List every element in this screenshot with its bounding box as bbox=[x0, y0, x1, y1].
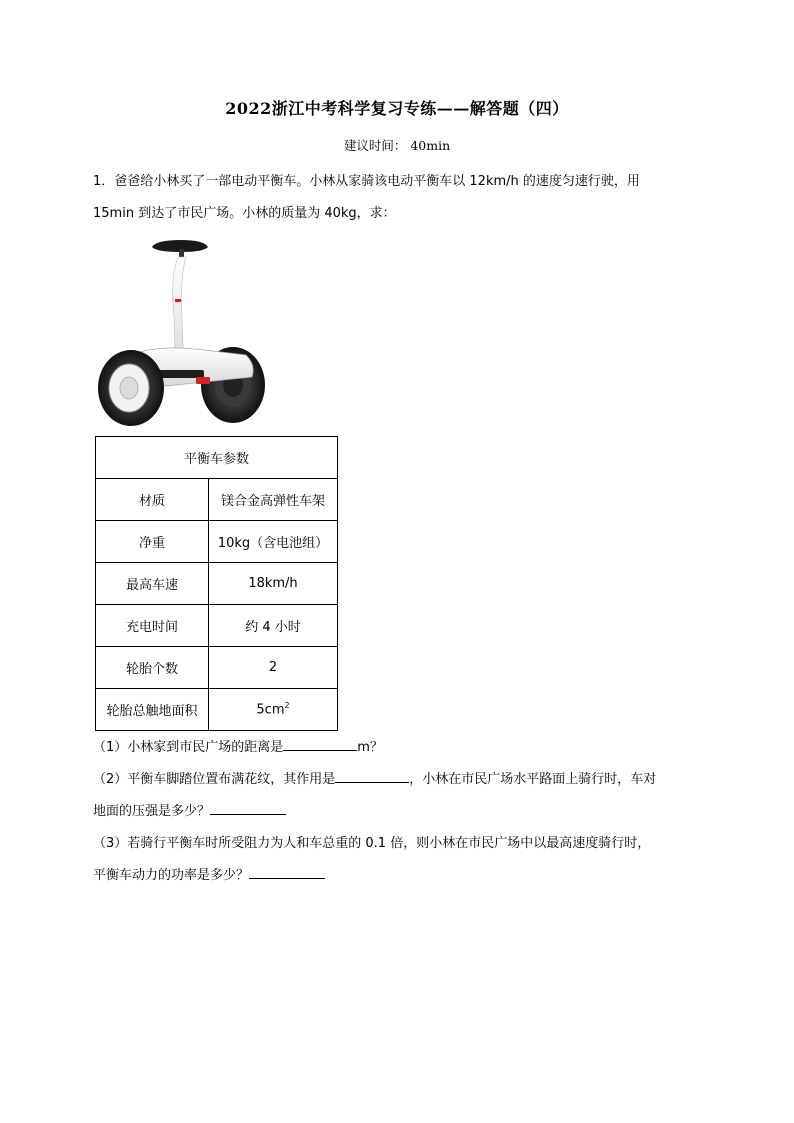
q3-answer-blank[interactable] bbox=[249, 863, 325, 879]
param-label: 轮胎个数 bbox=[96, 647, 209, 689]
q2-text: （2）平衡车脚踏位置布满花纹，其作用是 bbox=[93, 772, 336, 787]
table-row bbox=[96, 605, 338, 647]
suggested-time: 建议时间： 40min bbox=[343, 138, 451, 153]
area-unit-exponent: 2 bbox=[284, 701, 290, 711]
table-row bbox=[96, 521, 338, 563]
param-value: 18km/h bbox=[209, 563, 338, 605]
param-label: 最高车速 bbox=[96, 563, 209, 605]
question-stem-line-2: 15min 到达了市民广场。小林的质量为 40kg，求： bbox=[93, 206, 396, 221]
param-label: 净重 bbox=[96, 521, 209, 563]
q3-text-line-2: 平衡车动力的功率是多少？ bbox=[93, 868, 250, 883]
table-row bbox=[96, 563, 338, 605]
q1-answer-blank[interactable] bbox=[283, 735, 357, 751]
parameter-table bbox=[95, 436, 338, 731]
table-header-cell: 平衡车参数 bbox=[96, 437, 338, 479]
table-row bbox=[96, 647, 338, 689]
area-value: 5cm bbox=[256, 702, 285, 718]
q2-answer-blank-1[interactable] bbox=[335, 767, 409, 783]
question-stem-line-1: 1．爸爸给小林买了一部电动平衡车。小林从家骑该电动平衡车以 12km/h 的速度匀速行驶，用 bbox=[93, 174, 640, 189]
balance-scooter-image bbox=[96, 237, 271, 427]
q1-suffix: m？ bbox=[357, 740, 383, 755]
param-label: 充电时间 bbox=[96, 605, 209, 647]
q1-text: （1）小林家到市民广场的距离是 bbox=[93, 740, 284, 755]
table-row bbox=[96, 479, 338, 521]
subquestion-3-line-1: （3）若骑行平衡车时所受阻力为人和车总重的 0.1 倍，则小林在市民广场中以最高速度骑行时， bbox=[93, 836, 651, 851]
q2-text-line-2: 地面的压强是多少？ bbox=[93, 804, 211, 819]
subquestion-1 bbox=[93, 732, 713, 764]
param-value: 约 4 小时 bbox=[209, 605, 338, 647]
page-title: 2022浙江中考科学复习专练——解答题（四） bbox=[225, 99, 569, 118]
subquestion-3-line-2 bbox=[93, 860, 713, 892]
param-value: 镁合金高弹性车架 bbox=[209, 479, 338, 521]
table-row bbox=[96, 689, 338, 731]
q2-suffix: ，小林在市民广场水平路面上骑行时，车对 bbox=[409, 772, 657, 787]
param-value bbox=[209, 689, 338, 731]
param-label: 轮胎总触地面积 bbox=[96, 689, 209, 731]
table-header-row bbox=[96, 437, 338, 479]
subquestion-2-line-1 bbox=[93, 764, 713, 796]
q2-answer-blank-2[interactable] bbox=[210, 799, 286, 815]
param-label: 材质 bbox=[96, 479, 209, 521]
param-value: 10kg（含电池组） bbox=[209, 521, 338, 563]
subquestion-2-line-2 bbox=[93, 796, 713, 828]
param-value: 2 bbox=[209, 647, 338, 689]
